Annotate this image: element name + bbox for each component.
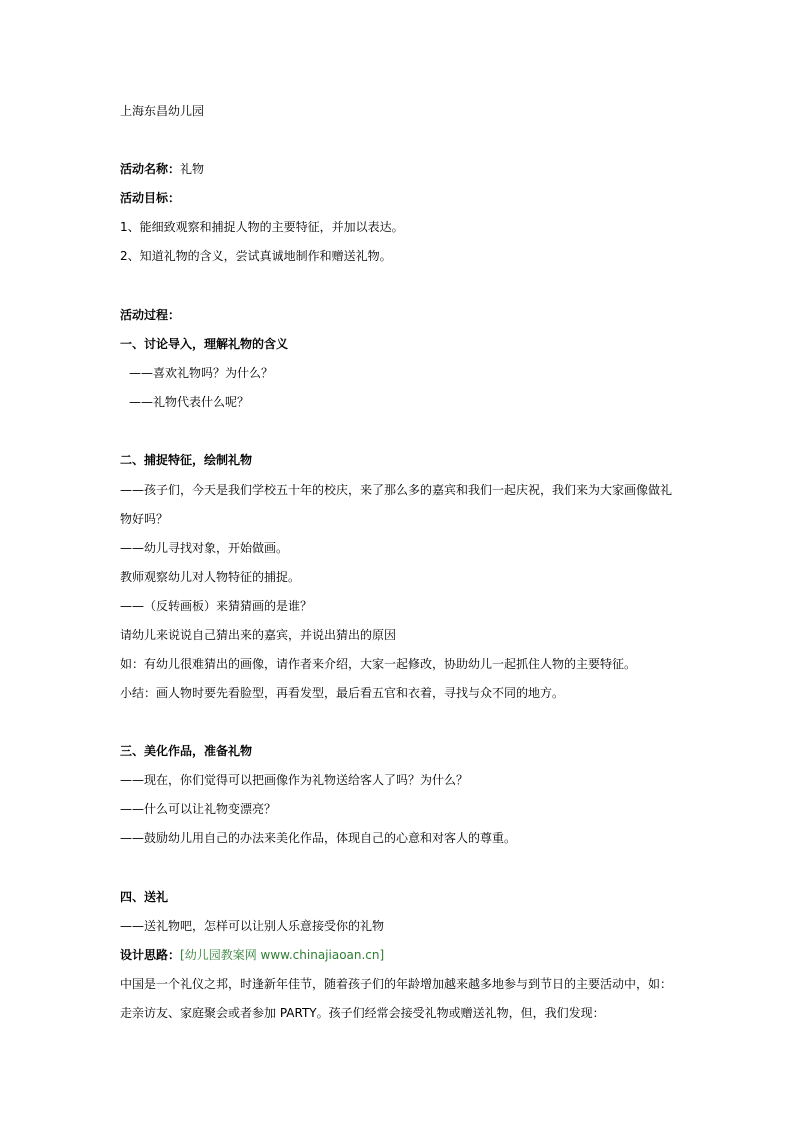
design-bracket-close: ] [379, 948, 385, 962]
section2-line-2: 物好吗？ [120, 512, 169, 526]
section3-line-3: ——鼓励幼儿用自己的办法来美化作品，体现自己的心意和对客人的尊重。 [120, 831, 517, 845]
section1-line-2: ——礼物代表什么呢？ [129, 395, 250, 409]
section2-line-5: ——（反转画板）来猜猜画的是谁？ [120, 599, 313, 613]
goal-item-2: 2、知道礼物的含义，尝试真诚地制作和赠送礼物。 [120, 249, 392, 263]
section3-line-2: ——什么可以让礼物变漂亮？ [120, 802, 277, 816]
section1-line-1: ——喜欢礼物吗？为什么？ [129, 366, 274, 380]
section2-summary: 小结：画人物时要先看脸型，再看发型，最后看五官和衣着，寻找与众不同的地方。 [120, 686, 565, 700]
activity-name-line [120, 161, 204, 177]
activity-goals-label: 活动目标： [120, 191, 181, 205]
goal-item-1: 1、能细致观察和捕捉人物的主要特征，并加以表达。 [120, 220, 404, 234]
activity-name-label: 活动名称： [120, 162, 181, 176]
design-line [120, 947, 384, 963]
activity-name-value: 礼物 [180, 162, 205, 176]
design-text-line-2: 走亲访友、家庭聚会或者参加 PARTY。孩子们经常会接受礼物或赠送礼物，但，我们发现： [120, 1006, 605, 1020]
section2-line-4: 教师观察幼儿对人物特征的捕捉。 [120, 570, 301, 584]
section2-heading: 二、捕捉特征，绘制礼物 [120, 453, 253, 467]
school-name: 上海东昌幼儿园 [120, 104, 205, 118]
section4-heading: 四、送礼 [120, 890, 169, 904]
section3-line-1: ——现在，你们觉得可以把画像作为礼物送给客人了吗？为什么？ [120, 773, 469, 787]
section2-line-1: ——孩子们，今天是我们学校五十年的校庆，来了那么多的嘉宾和我们一起庆祝，我们来为大家画像做礼 [120, 483, 673, 497]
design-text-line-1: 中国是一个礼仪之邦，时逢新年佳节，随着孩子们的年龄增加越来越多地参与到节日的主要活动中，如： [120, 977, 673, 991]
section2-line-6: 请幼儿来说说自己猜出来的嘉宾，并说出猜出的原因 [120, 628, 397, 642]
section2-line-7: 如：有幼儿很难猜出的画像，请作者来介绍，大家一起修改，协助幼儿一起抓住人物的主要特征。 [120, 657, 637, 671]
section2-line-3: ——幼儿寻找对象，开始做画。 [120, 541, 289, 555]
section1-heading: 一、讨论导入，理解礼物的含义 [120, 337, 289, 351]
section4-line-1: ——送礼物吧，怎样可以让别人乐意接受你的礼物 [120, 919, 385, 933]
design-bracket-open: [ [180, 948, 185, 962]
section3-heading: 三、美化作品，准备礼物 [120, 744, 253, 758]
process-label: 活动过程： [120, 308, 181, 322]
source-link[interactable]: 幼儿园教案网 www.chinajiaoan.cn [184, 948, 380, 962]
design-label: 设计思路： [120, 948, 181, 962]
